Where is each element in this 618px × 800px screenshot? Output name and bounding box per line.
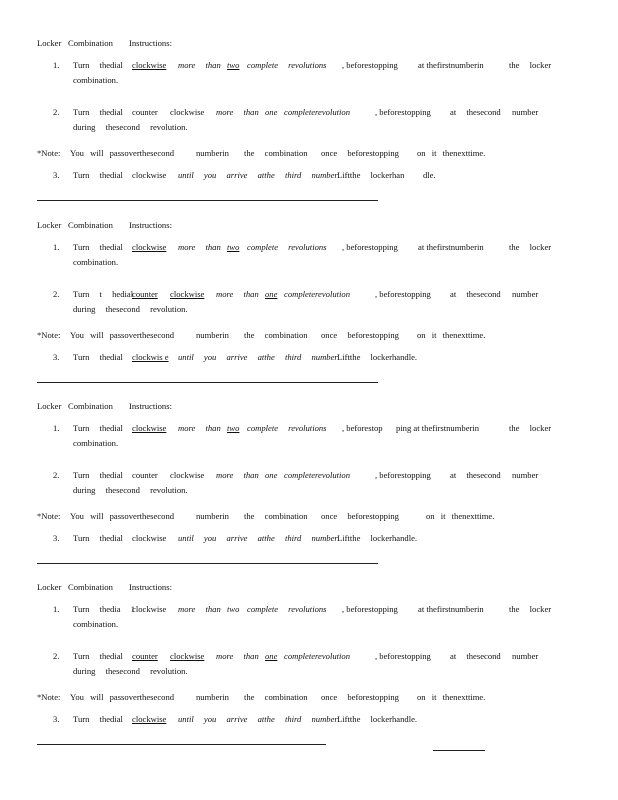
step1-stop-text: , beforestopping [342,242,398,252]
instructions-header-title: Instructions: [129,38,172,48]
step2-at-text: at thesecond [450,470,501,480]
note-label: *Note: [37,148,61,158]
instructions-header-locker: Locker [37,38,62,48]
note-text: once beforestopping [321,330,399,340]
step-number: 2. [53,107,60,117]
step-number: 2. [53,289,60,299]
direction-word: counter [132,289,158,299]
step2-stop-text: , beforestopping [375,107,431,117]
step2-stop-text: , beforestopping [375,651,431,661]
note-text: numberin [196,330,229,340]
direction-word: clockwise [132,423,167,433]
step3-text: Turn thedial [73,352,123,362]
emphasis-text: more than [178,604,221,614]
step2-at-text: at thesecond [450,107,501,117]
emphasis-count: two [227,423,240,433]
note-text: the combination [244,692,308,702]
instructions-header-locker: Locker [37,582,62,592]
step1-continuation: combination. [73,75,119,85]
step1-text: Turn thedia 1 [73,604,135,614]
step2-text: Turn thedial [73,107,123,117]
step-number: 1. [53,60,60,70]
step2-text: Turn t hedial [73,289,134,299]
step1-at-text: at thefirstnumberin [418,60,484,70]
step1-continuation: combination. [73,438,119,448]
emphasis-text: more than [216,470,259,480]
step1-stop-text: , beforestop [342,423,383,433]
instructions-header-locker: Locker [37,220,62,230]
emphasis-text: complete revolutions [247,60,327,70]
instructions-header-combination: Combination [68,220,113,230]
emphasis-text: until you arrive atthe third number [178,170,338,180]
step2-at-text: at thesecond [450,289,501,299]
step-number: 3. [53,533,60,543]
note-text: You will passoverthesecond [70,148,175,158]
emphasis-text: completerevolution [284,651,351,661]
step1-at-text: ping at thefirstnumberin [396,423,480,433]
emphasis-text: more than [216,651,259,661]
direction-word: clockwise [132,714,167,724]
step2-continuation: during thesecond revolution. [73,122,188,132]
emphasis-count: two [227,60,240,70]
step3-text: Turn thedial [73,533,123,543]
emphasis-count: two [227,242,240,252]
instructions-header-combination: Combination [68,401,113,411]
step-number: 2. [53,470,60,480]
direction-word: counter [132,651,158,661]
emphasis-count: one [265,470,278,480]
step3-end-text: dle. [423,170,436,180]
emphasis-text: more than [216,289,259,299]
step2-continuation: during thesecond revolution. [73,304,188,314]
emphasis-text: completerevolution [284,107,351,117]
step3-lift-text: Liftthe lockerhandle. [337,352,418,362]
note-text: on it thenexttime. [426,511,495,521]
step2-stop-text: , beforestopping [375,470,431,480]
step3-lift-text: Liftthe lockerhandle. [337,533,418,543]
step2-number-text: number [512,289,539,299]
note-label: *Note: [37,692,61,702]
step3-lift-text: Liftthe lockerhan [337,170,405,180]
note-text: You will passoverthesecond [70,330,175,340]
note-text: the combination [244,511,308,521]
emphasis-text: more than [178,242,221,252]
direction-word: clockwis e [132,352,169,362]
step1-continuation: combination. [73,257,119,267]
note-text: on it thenexttime. [417,148,486,158]
note-text: numberin [196,148,229,158]
step1-stop-text: , beforestopping [342,60,398,70]
emphasis-text: until you arrive atthe third number [178,533,338,543]
step2-stop-text: , beforestopping [375,289,431,299]
emphasis-text: until you arrive atthe third number [178,352,338,362]
emphasis-text: complete revolutions [247,604,327,614]
direction-word: clockwise [132,60,167,70]
step1-continuation: combination. [73,619,119,629]
note-text: on it thenexttime. [417,692,486,702]
step-number: 1. [53,423,60,433]
instructions-header-title: Instructions: [129,582,172,592]
step1-locker-text: the locker [509,604,552,614]
section-divider [37,744,326,745]
instructions-header-title: Instructions: [129,401,172,411]
emphasis-text: more than [178,60,221,70]
note-text: on it thenexttime. [417,330,486,340]
direction-word: clockwise [170,651,205,661]
step1-at-text: at thefirstnumberin [418,604,484,614]
step-number: 3. [53,352,60,362]
note-text: once beforestopping [321,511,399,521]
signature-line [433,750,485,751]
step2-continuation: during thesecond revolution. [73,485,188,495]
note-text: You will passoverthesecond [70,511,175,521]
section-divider [37,563,378,564]
note-text: You will passoverthesecond [70,692,175,702]
emphasis-text: completerevolution [284,289,351,299]
step1-at-text: at thefirstnumberin [418,242,484,252]
step1-stop-text: , beforestopping [342,604,398,614]
step-number: 3. [53,170,60,180]
step2-number-text: number [512,651,539,661]
note-text: once beforestopping [321,692,399,702]
step1-locker-text: the locker [509,60,552,70]
step-number: 1. [53,242,60,252]
step1-text: Turn thedial [73,242,123,252]
emphasis-count: two [227,604,240,614]
direction-word: clockwise [132,604,167,614]
step1-locker-text: the locker [509,242,552,252]
emphasis-count: one [265,289,278,299]
note-text: once beforestopping [321,148,399,158]
direction-word: counter [132,470,158,480]
emphasis-text: complete revolutions [247,242,327,252]
step2-number-text: number [512,470,539,480]
note-text: numberin [196,692,229,702]
direction-word: counter [132,107,158,117]
emphasis-text: more than [178,423,221,433]
step2-text: Turn thedial [73,470,123,480]
instructions-header-locker: Locker [37,401,62,411]
note-text: the combination [244,330,308,340]
direction-word: clockwise [170,107,205,117]
step1-locker-text: the locker [509,423,552,433]
direction-word: clockwise [170,470,205,480]
step3-lift-text: Liftthe lockerhandle. [337,714,418,724]
direction-word: clockwise [132,170,167,180]
instructions-header-title: Instructions: [129,220,172,230]
step2-text: Turn thedial [73,651,123,661]
section-divider [37,200,378,201]
note-label: *Note: [37,330,61,340]
step3-text: Turn thedial [73,170,123,180]
direction-word: clockwise [132,533,167,543]
emphasis-text: completerevolution [284,470,351,480]
step-number: 2. [53,651,60,661]
step-number: 3. [53,714,60,724]
step-number: 1. [53,604,60,614]
emphasis-text: complete revolutions [247,423,327,433]
direction-word: clockwise [170,289,205,299]
emphasis-count: one [265,651,278,661]
step1-text: Turn thedial [73,423,123,433]
section-divider [37,382,378,383]
emphasis-text: more than [216,107,259,117]
step2-continuation: during thesecond revolution. [73,666,188,676]
emphasis-count: one [265,107,278,117]
direction-word: clockwise [132,242,167,252]
step2-at-text: at thesecond [450,651,501,661]
note-text: the combination [244,148,308,158]
step2-number-text: number [512,107,539,117]
note-text: numberin [196,511,229,521]
step1-text: Turn thedial [73,60,123,70]
emphasis-text: until you arrive atthe third number [178,714,338,724]
instructions-header-combination: Combination [68,38,113,48]
instructions-header-combination: Combination [68,582,113,592]
step3-text: Turn thedial [73,714,123,724]
note-label: *Note: [37,511,61,521]
